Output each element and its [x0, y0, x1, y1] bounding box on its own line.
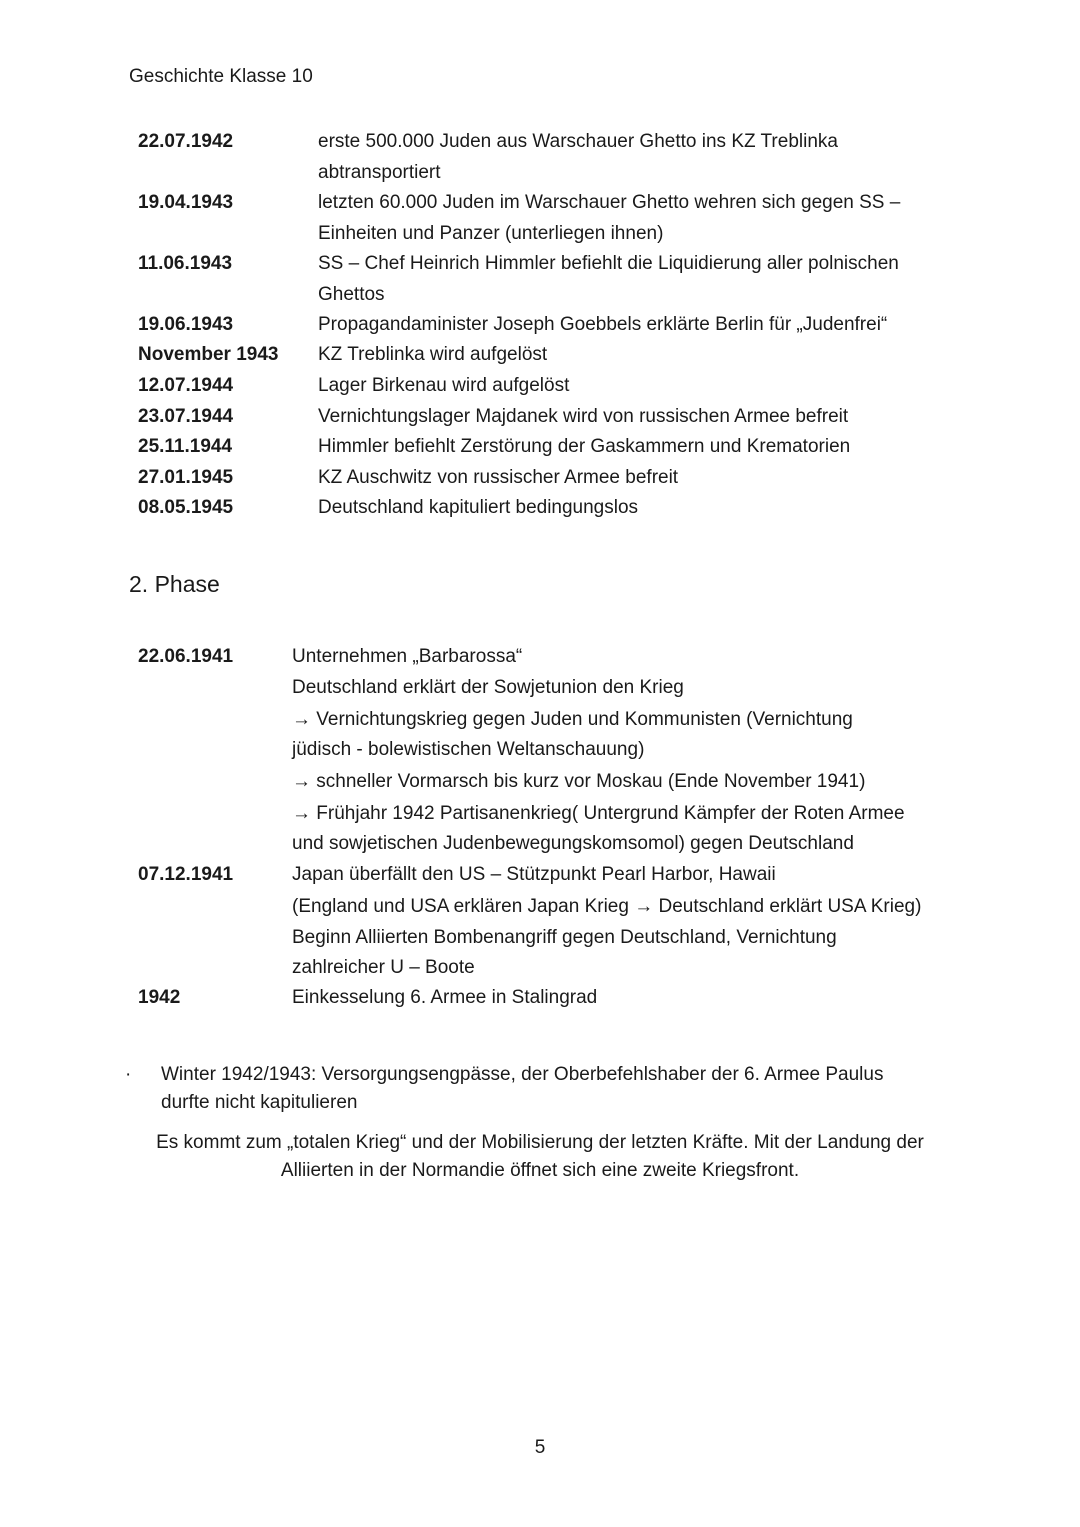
summary-line: Es kommt zum „totalen Krieg“ und der Mobilisierung der letzten Kräfte. Mit der Landung der	[156, 1132, 924, 1153]
description-line: und sowjetischen Judenbewegungskomsomol) gegen Deutschland	[292, 833, 854, 854]
description-line: KZ Auschwitz von russischer Armee befreit	[318, 467, 679, 488]
bullet-marker: ·	[125, 1064, 132, 1085]
page-number: 5	[534, 1437, 546, 1458]
description-line: Deutschland kapituliert bedingungslos	[318, 497, 639, 518]
description-line: Vernichtungslager Majdanek wird von russischen Armee befreit	[318, 406, 849, 427]
entry-description	[292, 860, 921, 984]
entry-description	[318, 188, 900, 249]
page-header: Geschichte Klasse 10	[129, 66, 313, 87]
description-line: Einheiten und Panzer (unterliegen ihnen)	[318, 222, 664, 244]
entry-description	[292, 642, 905, 860]
entry-description	[318, 371, 569, 402]
entry-description	[318, 249, 899, 310]
entry-date: 22.06.1941	[138, 646, 234, 667]
section-heading: 2. Phase	[129, 571, 220, 597]
description-line: abtransportiert	[318, 161, 441, 183]
description-line: → Frühjahr 1942 Partisanenkrieg( Untergrund Kämpfer der Roten Armee	[292, 802, 905, 824]
entry-description	[318, 310, 887, 341]
description-line: → schneller Vormarsch bis kurz vor Moskau (Ende November 1941)	[292, 771, 866, 792]
entry-date: 19.04.1943	[138, 192, 234, 213]
bullet-line: durfte nicht kapitulieren	[161, 1092, 358, 1113]
description-line: KZ Treblinka wird aufgelöst	[318, 344, 548, 365]
bullet-text	[161, 1061, 883, 1117]
entry-date: 08.05.1945	[138, 497, 234, 518]
summary-line: Alliierten in der Normandie öffnet sich eine zweite Kriegsfront.	[280, 1160, 800, 1181]
entry-date: 22.07.1942	[138, 131, 234, 152]
description-line: letzten 60.000 Juden im Warschauer Ghetto wehren sich gegen SS –	[318, 192, 901, 213]
entry-description	[318, 463, 678, 494]
description-line: Unternehmen „Barbarossa“	[292, 646, 523, 667]
description-line: Himmler befiehlt Zerstörung der Gaskammern und Krematorien	[318, 436, 851, 457]
entry-date: 27.01.1945	[138, 467, 234, 488]
description-line: zahlreicher U – Boote	[292, 957, 475, 978]
description-line: erste 500.000 Juden aus Warschauer Ghetto ins KZ Treblinka	[318, 131, 838, 152]
entry-date: 11.06.1943	[138, 253, 233, 274]
bullet-line: Winter 1942/1943: Versorgungsengpässe, der Oberbefehlshaber der 6. Armee Paulus	[161, 1064, 884, 1085]
entry-date: November 1943	[138, 344, 279, 365]
entry-description	[318, 127, 838, 188]
description-line: Einkesselung 6. Armee in Stalingrad	[292, 987, 598, 1008]
description-line: Propagandaminister Joseph Goebbels erklärte Berlin für „Judenfrei“	[318, 314, 888, 335]
entry-description	[292, 983, 597, 1014]
description-line: → Vernichtungskrieg gegen Juden und Kommunisten (Vernichtung	[292, 708, 853, 730]
entry-description	[318, 493, 638, 524]
description-line: Japan überfällt den US – Stützpunkt Pearl Harbor, Hawaii	[292, 864, 776, 885]
entry-date: 19.06.1943	[138, 314, 234, 335]
description-line: Lager Birkenau wird aufgelöst	[318, 375, 570, 396]
entry-description	[318, 340, 547, 371]
entry-date: 1942	[138, 987, 181, 1008]
entry-date: 07.12.1941	[138, 864, 234, 885]
description-line: (England und USA erklären Japan Krieg → Deutschland erklärt USA Krieg)	[292, 895, 922, 917]
entry-date: 23.07.1944	[138, 406, 234, 427]
entry-date: 25.11.1944	[138, 436, 233, 457]
summary-paragraph	[110, 1129, 970, 1185]
entry-description	[318, 432, 850, 463]
description-line: Beginn Alliierten Bombenangriff gegen Deutschland, Vernichtung	[292, 926, 837, 948]
description-line: Deutschland erklärt der Sowjetunion den Krieg	[292, 676, 684, 698]
entry-description	[318, 402, 848, 433]
description-line: jüdisch - bolewistischen Weltanschauung)	[292, 739, 645, 760]
description-line: SS – Chef Heinrich Himmler befiehlt die Liquidierung aller polnischen	[318, 253, 899, 274]
entry-date: 12.07.1944	[138, 375, 234, 396]
description-line: Ghettos	[318, 283, 385, 305]
